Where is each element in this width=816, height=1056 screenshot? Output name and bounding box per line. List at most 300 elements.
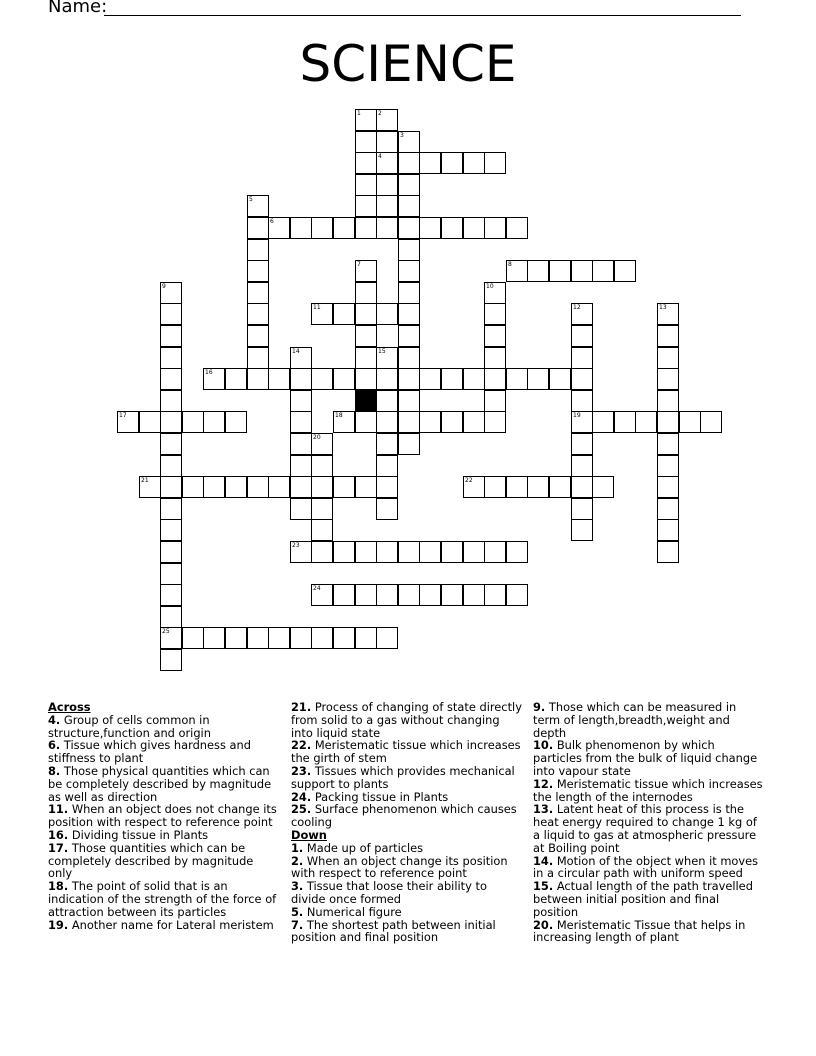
grid-cell[interactable] (484, 303, 506, 325)
grid-cell[interactable] (160, 390, 182, 412)
grid-cell[interactable] (376, 195, 398, 217)
clue-number-label: 25. (291, 802, 312, 817)
grid-cell[interactable] (311, 541, 333, 563)
grid-cell[interactable] (657, 303, 679, 325)
clue-text: Motion of the object when it moves in a circular path with uniform speed (533, 853, 759, 881)
grid-cell[interactable] (376, 584, 398, 606)
down-clue (533, 739, 763, 777)
clue-number: 15 (378, 348, 386, 355)
grid-cell[interactable] (441, 368, 463, 390)
grid-cell[interactable] (398, 325, 420, 347)
grid-cell[interactable] (679, 411, 701, 433)
grid-cell[interactable] (311, 584, 333, 606)
page-title: SCIENCE (299, 35, 517, 93)
grid-cell[interactable] (160, 282, 182, 304)
grid-cell[interactable] (376, 411, 398, 433)
grid-cell[interactable] (160, 433, 182, 455)
clue-text: When an object change its position with respect to reference point (291, 853, 508, 881)
grid-cell[interactable] (657, 541, 679, 563)
grid-cell[interactable] (376, 455, 398, 477)
grid-cell[interactable] (290, 368, 312, 390)
grid-cell[interactable] (355, 131, 377, 153)
grid-cell[interactable] (398, 303, 420, 325)
grid-cell[interactable] (376, 476, 398, 498)
grid-cell[interactable] (419, 368, 441, 390)
clue-text: Group of cells common in structure,function and origin (48, 712, 211, 740)
grid-cell[interactable] (160, 649, 182, 671)
across-clue (291, 765, 523, 791)
grid-cell[interactable] (484, 390, 506, 412)
grid-cell[interactable] (506, 584, 528, 606)
grid-cell[interactable] (398, 152, 420, 174)
clue-number-label: 1. (291, 840, 304, 855)
grid-cell[interactable] (463, 368, 485, 390)
grid-cell[interactable] (571, 498, 593, 520)
grid-cell[interactable] (549, 476, 571, 498)
grid-cell[interactable] (355, 217, 377, 239)
grid-cell[interactable] (592, 260, 614, 282)
grid-cell[interactable] (355, 476, 377, 498)
clue-number: 17 (119, 412, 127, 419)
grid-cell[interactable] (657, 433, 679, 455)
grid-cell[interactable] (333, 217, 355, 239)
clue-text: Surface phenomenon which causes cooling (291, 802, 517, 830)
grid-cell[interactable] (376, 498, 398, 520)
grid-cell[interactable] (484, 584, 506, 606)
grid-cell[interactable] (571, 368, 593, 390)
grid-cell[interactable] (398, 347, 420, 369)
grid-cell[interactable] (376, 131, 398, 153)
grid-cell[interactable] (333, 476, 355, 498)
grid-cell[interactable] (398, 260, 420, 282)
grid-cell[interactable] (484, 541, 506, 563)
clue-number-label: 7. (291, 917, 304, 932)
clue-number: 25 (162, 628, 170, 635)
clue-number-label: 3. (291, 879, 304, 894)
grid-cell[interactable] (355, 368, 377, 390)
grid-cell[interactable] (203, 411, 225, 433)
clue-number-label: 2. (291, 853, 304, 868)
grid-cell[interactable] (657, 519, 679, 541)
clue-number-label: 17. (48, 840, 69, 855)
grid-cell[interactable] (290, 411, 312, 433)
grid-cell[interactable] (419, 152, 441, 174)
grid-cell[interactable] (506, 541, 528, 563)
grid-cell[interactable] (506, 368, 528, 390)
grid-cell[interactable] (571, 347, 593, 369)
grid-cell[interactable] (398, 239, 420, 261)
grid-cell[interactable] (290, 433, 312, 455)
clue-text: Meristematic Tissue that helps in increasing length of plant (533, 917, 746, 945)
down-clue (533, 803, 763, 854)
grid-cell[interactable] (441, 152, 463, 174)
grid-cell[interactable] (614, 260, 636, 282)
grid-cell[interactable] (441, 584, 463, 606)
clue-number-label: 15. (533, 879, 554, 894)
grid-cell[interactable] (247, 282, 269, 304)
grid-cell[interactable] (268, 368, 290, 390)
clues-column-1 (48, 701, 280, 931)
grid-cell[interactable] (463, 584, 485, 606)
clue-text: Dividing tissue in Plants (71, 827, 209, 842)
clue-number: 2 (378, 110, 382, 117)
grid-cell[interactable] (398, 368, 420, 390)
grid-cell[interactable] (160, 455, 182, 477)
grid-cell[interactable] (333, 368, 355, 390)
grid-cell[interactable] (160, 325, 182, 347)
clue-number: 18 (335, 412, 343, 419)
grid-cell[interactable] (419, 217, 441, 239)
grid-cell[interactable] (225, 627, 247, 649)
across-clue (291, 701, 523, 739)
grid-cell[interactable] (441, 541, 463, 563)
clue-number-label: 8. (48, 763, 61, 778)
grid-cell[interactable] (463, 217, 485, 239)
grid-cell[interactable] (571, 325, 593, 347)
grid-cell[interactable] (290, 476, 312, 498)
grid-cell[interactable] (355, 325, 377, 347)
clue-text: Tissue that loose their ability to divide once formed (291, 879, 487, 906)
clue-text: Bulk phenomenon by which particles from the bulk of liquid change into vapour state (533, 738, 758, 778)
grid-cell[interactable] (484, 476, 506, 498)
grid-cell[interactable] (484, 411, 506, 433)
grid-cell[interactable] (355, 282, 377, 304)
grid-cell[interactable] (290, 498, 312, 520)
grid-cell[interactable] (398, 390, 420, 412)
down-clue (533, 701, 763, 739)
grid-cell[interactable] (463, 541, 485, 563)
grid-cell[interactable] (506, 476, 528, 498)
grid-cell[interactable] (398, 411, 420, 433)
grid-cell[interactable] (376, 627, 398, 649)
grid-cell[interactable] (333, 303, 355, 325)
clue-number: 9 (162, 283, 166, 290)
clue-number-label: 4. (48, 712, 61, 727)
grid-cell[interactable] (592, 476, 614, 498)
grid-cell[interactable] (160, 476, 182, 498)
grid-cell[interactable] (376, 368, 398, 390)
clue-number: 8 (508, 261, 512, 268)
clue-number: 10 (486, 283, 494, 290)
grid-cell[interactable] (333, 411, 355, 433)
grid-cell[interactable] (398, 541, 420, 563)
clue-text: The shortest path between initial position and final position (291, 917, 496, 945)
grid-cell[interactable] (311, 303, 333, 325)
grid-cell[interactable] (268, 627, 290, 649)
grid-cell[interactable] (657, 411, 679, 433)
grid-cell[interactable] (592, 411, 614, 433)
grid-cell[interactable] (506, 260, 528, 282)
clue-number-label: 12. (533, 776, 554, 791)
grid-cell[interactable] (398, 174, 420, 196)
grid-cell[interactable] (376, 303, 398, 325)
grid-cell[interactable] (268, 476, 290, 498)
grid-cell[interactable] (484, 325, 506, 347)
clue-text: Another name for Lateral meristem (71, 917, 274, 932)
grid-cell[interactable] (355, 627, 377, 649)
clue-text: Tissue which gives hardness and stiffness to plant (48, 738, 251, 766)
grid-cell[interactable] (355, 303, 377, 325)
grid-cell[interactable] (333, 584, 355, 606)
clue-number-label: 20. (533, 917, 554, 932)
grid-cell[interactable] (311, 217, 333, 239)
clue-text: Those physical quantities which can be completely described by magnitude as well as direction (48, 763, 272, 804)
grid-cell[interactable] (484, 282, 506, 304)
grid-cell[interactable] (311, 519, 333, 541)
grid-cell[interactable] (160, 347, 182, 369)
clue-text: When an object does not change its position with respect to reference point (48, 802, 277, 830)
clue-number-label: 10. (533, 738, 554, 753)
grid-cell[interactable] (376, 541, 398, 563)
clue-number: 1 (357, 110, 361, 117)
down-clue (533, 855, 763, 881)
grid-cell[interactable] (268, 217, 290, 239)
grid-cell[interactable] (657, 476, 679, 498)
clue-text: Latent heat of this process is the heat energy required to change 1 kg of a liquid to gas at atmospheric pressure at Boiling point (533, 802, 757, 855)
grid-cell[interactable] (376, 390, 398, 412)
grid-cell[interactable] (571, 519, 593, 541)
grid-cell[interactable] (311, 433, 333, 455)
grid-cell[interactable] (376, 174, 398, 196)
grid-cell[interactable] (311, 476, 333, 498)
grid-cell[interactable] (160, 498, 182, 520)
clue-number-label: 24. (291, 789, 312, 804)
grid-cell[interactable] (355, 195, 377, 217)
clue-number-label: 6. (48, 738, 61, 753)
clue-number-label: 21. (291, 700, 312, 714)
grid-cell[interactable] (117, 411, 139, 433)
grid-cell[interactable] (376, 347, 398, 369)
grid-cell[interactable] (203, 627, 225, 649)
clue-number: 13 (659, 304, 667, 311)
down-clue (291, 880, 523, 906)
grid-cell[interactable] (571, 455, 593, 477)
clue-number: 4 (378, 153, 382, 160)
clue-number-label: 11. (48, 802, 69, 817)
grid-cell[interactable] (571, 433, 593, 455)
grid-cell[interactable] (506, 217, 528, 239)
clue-number: 21 (141, 477, 149, 484)
grid-cell[interactable] (657, 325, 679, 347)
grid-cell[interactable] (463, 152, 485, 174)
grid-cell[interactable] (139, 476, 161, 498)
clue-number-label: 22. (291, 738, 312, 753)
clue-number: 6 (270, 218, 274, 225)
grid-cell[interactable] (333, 627, 355, 649)
grid-cell[interactable] (160, 303, 182, 325)
grid-cell[interactable] (160, 519, 182, 541)
grid-cell[interactable] (549, 368, 571, 390)
grid-cell[interactable] (376, 433, 398, 455)
clue-number-label: 13. (533, 802, 554, 817)
clue-text: Actual length of the path travelled between initial position and final position (533, 879, 753, 919)
clue-number: 23 (292, 542, 300, 549)
grid-cell[interactable] (657, 390, 679, 412)
grid-cell[interactable] (290, 455, 312, 477)
grid-cell[interactable] (355, 347, 377, 369)
grid-cell[interactable] (376, 152, 398, 174)
across-clue (48, 803, 280, 829)
grid-cell[interactable] (571, 390, 593, 412)
clue-number-label: 18. (48, 879, 69, 894)
clue-number: 16 (205, 369, 213, 376)
grid-cell[interactable] (247, 239, 269, 261)
grid-cell[interactable] (398, 282, 420, 304)
grid-cell[interactable] (527, 260, 549, 282)
grid-cell[interactable] (225, 368, 247, 390)
grid-cell[interactable] (657, 368, 679, 390)
grid-cell[interactable] (247, 217, 269, 239)
clue-text: Those which can be measured in term of length,breadth,weight and depth (533, 700, 737, 740)
clue-number: 20 (313, 434, 321, 441)
grid-cell[interactable] (355, 541, 377, 563)
grid-cell[interactable] (657, 455, 679, 477)
grid-cell[interactable] (700, 411, 722, 433)
clue-number: 12 (573, 304, 581, 311)
grid-cell[interactable] (311, 627, 333, 649)
clue-number-label: 16. (48, 827, 69, 842)
down-clue (291, 919, 523, 945)
grid-cell[interactable] (441, 411, 463, 433)
grid-cell[interactable] (160, 606, 182, 628)
grid-cell[interactable] (160, 584, 182, 606)
grid-cell[interactable] (203, 368, 225, 390)
grid-cell[interactable] (419, 584, 441, 606)
clue-text: Numerical figure (306, 904, 402, 919)
grid-cell[interactable] (247, 260, 269, 282)
clue-text: Made up of particles (306, 840, 424, 855)
grid-cell[interactable] (290, 347, 312, 369)
down-clue (291, 855, 523, 881)
grid-cell[interactable] (160, 627, 182, 649)
across-clue (48, 739, 280, 765)
clue-text: Process of changing of state directly from solid to a gas without changing into liquid state (291, 700, 522, 740)
grid-cell[interactable] (527, 476, 549, 498)
grid-cell[interactable] (484, 217, 506, 239)
grid-cell[interactable] (247, 195, 269, 217)
grid-cell[interactable] (419, 411, 441, 433)
clue-number: 3 (400, 132, 404, 139)
grid-cell[interactable] (657, 347, 679, 369)
grid-cell[interactable] (484, 152, 506, 174)
grid-cell[interactable] (398, 195, 420, 217)
grid-cell[interactable] (247, 325, 269, 347)
down-clue (533, 778, 763, 804)
grid-cell[interactable] (571, 260, 593, 282)
grid-cell[interactable] (160, 541, 182, 563)
grid-cell[interactable] (355, 584, 377, 606)
clue-number: 7 (357, 261, 361, 268)
grid-cell[interactable] (571, 303, 593, 325)
grid-cell[interactable] (484, 368, 506, 390)
grid-cell[interactable] (355, 109, 377, 131)
across-clue (48, 919, 280, 932)
grid-cell[interactable] (182, 411, 204, 433)
grid-cell[interactable] (311, 455, 333, 477)
grid-cell[interactable] (571, 411, 593, 433)
clue-text: The point of solid that is an indication of the strength of the force of attraction between its particles (48, 879, 277, 919)
grid-cell[interactable] (571, 476, 593, 498)
grid-cell[interactable] (355, 152, 377, 174)
down-clue (533, 880, 763, 918)
grid-cell[interactable] (657, 498, 679, 520)
grid-cell[interactable] (376, 217, 398, 239)
grid-cell[interactable] (203, 476, 225, 498)
grid-cell[interactable] (160, 563, 182, 585)
across-clue (48, 765, 280, 803)
across-clue (48, 880, 280, 918)
grid-cell[interactable] (398, 584, 420, 606)
down-clue (533, 919, 763, 945)
grid-cell[interactable] (376, 109, 398, 131)
grid-cell[interactable] (182, 627, 204, 649)
clue-number: 14 (292, 348, 300, 355)
grid-cell[interactable] (311, 498, 333, 520)
grid-cell[interactable] (549, 260, 571, 282)
grid-cell[interactable] (290, 390, 312, 412)
grid-cell[interactable] (355, 411, 377, 433)
grid-cell[interactable] (247, 368, 269, 390)
grid-cell[interactable] (398, 131, 420, 153)
grid-cell[interactable] (614, 411, 636, 433)
clue-number: 11 (313, 304, 321, 311)
grid-cell[interactable] (139, 411, 161, 433)
grid-cell[interactable] (463, 411, 485, 433)
clue-text: Meristematic tissue which increases the length of the internodes (533, 776, 763, 804)
grid-cell[interactable] (182, 476, 204, 498)
grid-cell[interactable] (355, 174, 377, 196)
across-clue (48, 842, 280, 880)
clue-number-label: 5. (291, 904, 304, 919)
clue-text: Packing tissue in Plants (314, 789, 449, 804)
clue-number-label: 9. (533, 700, 546, 714)
clue-number-label: 23. (291, 763, 312, 778)
grid-cell[interactable] (247, 303, 269, 325)
grid-cell[interactable] (484, 347, 506, 369)
grid-cell[interactable] (247, 476, 269, 498)
name-label: Name: (48, 0, 108, 17)
grid-cell[interactable] (247, 347, 269, 369)
grid-cell[interactable] (355, 260, 377, 282)
across-clue (48, 714, 280, 740)
black-square (355, 390, 377, 412)
grid-cell[interactable] (527, 368, 549, 390)
grid-cell[interactable] (290, 217, 312, 239)
clue-number-label: 19. (48, 917, 69, 932)
grid-cell[interactable] (635, 411, 657, 433)
grid-cell[interactable] (441, 217, 463, 239)
grid-cell[interactable] (290, 627, 312, 649)
clue-number: 22 (465, 477, 473, 484)
clue-number: 19 (573, 412, 581, 419)
grid-cell[interactable] (160, 411, 182, 433)
down-heading: Down (291, 827, 327, 842)
grid-cell[interactable] (463, 476, 485, 498)
clue-text: Meristematic tissue which increases the girth of stem (291, 738, 521, 766)
grid-cell[interactable] (225, 476, 247, 498)
grid-cell[interactable] (160, 368, 182, 390)
grid-cell[interactable] (398, 217, 420, 239)
grid-cell[interactable] (290, 541, 312, 563)
grid-cell[interactable] (398, 433, 420, 455)
clues-column-2 (291, 701, 523, 944)
across-clue (291, 739, 523, 765)
grid-cell[interactable] (419, 541, 441, 563)
grid-cell[interactable] (247, 627, 269, 649)
grid-cell[interactable] (225, 411, 247, 433)
grid-cell[interactable] (333, 541, 355, 563)
grid-cell[interactable] (311, 368, 333, 390)
